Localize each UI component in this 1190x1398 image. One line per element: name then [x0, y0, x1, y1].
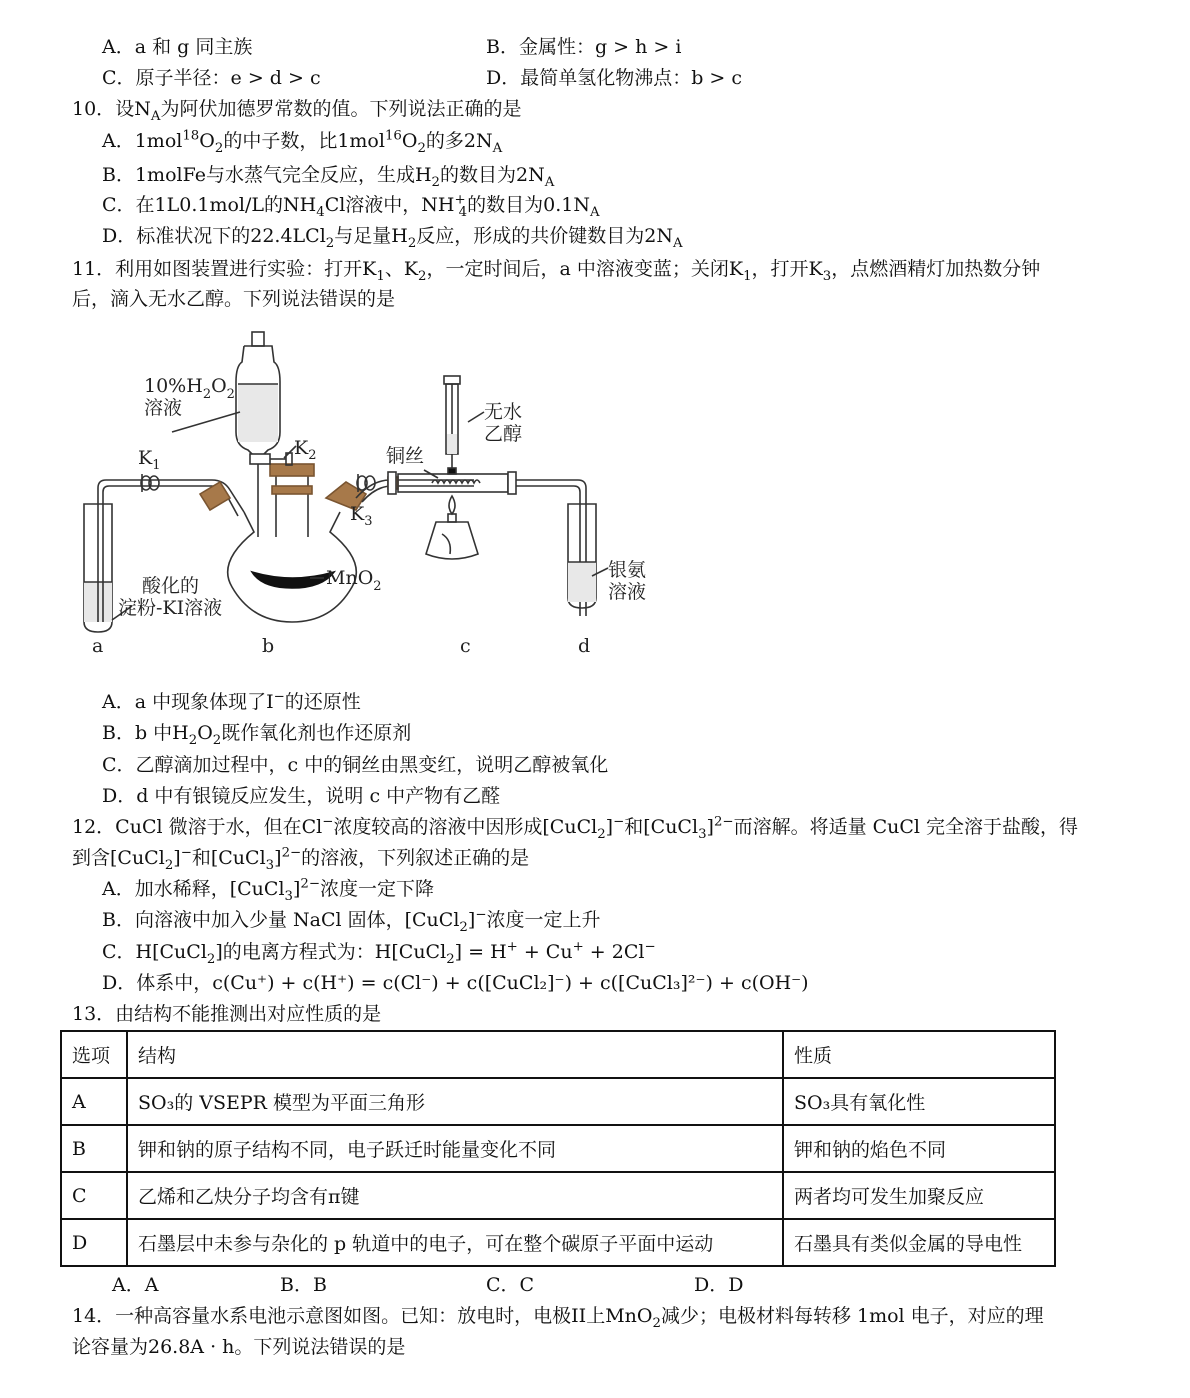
table-header-cell: 结构	[127, 1031, 783, 1078]
q11-option-c: C．乙醇滴加过程中，c 中的铜丝由黑变红，说明乙醇被氧化	[102, 754, 609, 776]
label-copper: 铜丝	[386, 445, 425, 467]
q11-option-d: D．d 中有银镜反应发生，说明 c 中产物有乙醛	[102, 785, 501, 807]
table-row	[61, 1219, 1055, 1266]
table-row	[61, 1078, 1055, 1125]
q9-option-b: B．金属性：g > h > i	[486, 36, 682, 58]
table-cell: 钾和钠的原子结构不同，电子跃迁时能量变化不同	[127, 1125, 783, 1172]
q11-option-a: A．a 中现象体现了I−的还原性	[102, 689, 361, 713]
table-cell: 两者均可发生加聚反应	[783, 1172, 1055, 1219]
table-cell: A	[61, 1078, 127, 1125]
label-h2o2: $10\%H_2O_2$	[144, 375, 235, 402]
q11-stem-line1: 11．利用如图装置进行实验：打开$K_1$、$K_2$，一定时间后，a 中溶液变蓝；关闭$K_1$，打开$K_3$，点燃酒精灯加热数分钟	[72, 258, 1041, 284]
syringe	[444, 376, 460, 474]
q13-option-c: C．C	[486, 1274, 535, 1296]
q12-option-c: C．H[CuCl$_2$]的电离方程式为：H[CuCl$_2$] = H+ + Cu+ + 2Cl−	[102, 939, 656, 967]
label-d: d	[578, 635, 591, 657]
q12-option-a: A．加水稀释，[CuCl$_3$]$^{2-}$浓度一定下降	[102, 876, 435, 904]
label-k3: $K_3$	[350, 503, 373, 529]
label-ki-1: 酸化的	[142, 575, 200, 597]
table-cell: C	[61, 1172, 127, 1219]
alcohol-lamp	[426, 496, 478, 559]
table-header-cell: 性质	[783, 1031, 1055, 1078]
q9-option-a: A．a 和 g 同主族	[102, 36, 253, 58]
q10-option-b: B．1molFe与水蒸气完全反应，生成$H_2$的数目为$2N_A$	[102, 164, 555, 190]
q10-option-a: A．$1mol^{18}O_2$的中子数，比$1mol^{16}O_2$的多$2N_A$	[102, 128, 503, 156]
label-k2: $K_2$	[294, 437, 317, 463]
tube-c	[398, 474, 508, 492]
q11-option-b: B．b 中$H_2O_2$既作氧化剂也作还原剂	[102, 722, 412, 748]
q10-option-d: D．标准状况下的22.4LCl$_2$与足量$H_2$反应，形成的共价键数目为$2N_A$	[102, 225, 683, 251]
label-c: c	[460, 635, 471, 657]
table-cell: SO₃具有氧化性	[783, 1078, 1055, 1125]
q11-stem-line2: 后，滴入无水乙醇。下列说法错误的是	[72, 288, 396, 310]
table-cell: B	[61, 1125, 127, 1172]
table-row	[61, 1125, 1055, 1172]
structure-property-table	[60, 1030, 1056, 1267]
label-k1: $K_1$	[138, 447, 161, 473]
q14-stem-line2: 论容量为26.8A · h。下列说法错误的是	[72, 1336, 406, 1358]
q14-stem-line1: 14．一种高容量水系电池示意图如图。已知：放电时，电极II上MnO$_2$减少；电极材料每转移 1mol 电子，对应的理	[72, 1305, 1044, 1331]
q12-stem-line2: 到含[CuCl$_2$]−和[CuCl$_3$]$^{2-}$的溶液，下列叙述正确的是	[72, 845, 530, 873]
label-b: b	[262, 635, 275, 657]
table-cell: D	[61, 1219, 127, 1266]
label-mno2: MnO$_2$	[326, 567, 382, 594]
apparatus-diagram	[72, 322, 712, 662]
q13-option-b: B．B	[280, 1274, 327, 1296]
table-cell: 乙烯和乙炔分子均含有π键	[127, 1172, 783, 1219]
dropping-funnel	[236, 332, 292, 537]
q10-option-c: C．在1L0.1mol/L的$NH_4Cl$溶液中，$NH^+_4$的数目为$0.1N_A$	[102, 192, 600, 220]
mno2-solid	[252, 572, 334, 588]
k1-clip	[141, 474, 159, 492]
label-ki-2: 淀粉-KI溶液	[118, 597, 223, 619]
label-h2o2-solution: 溶液	[144, 397, 183, 419]
table-cell: SO₃的 VSEPR 模型为平面三角形	[127, 1078, 783, 1125]
q13-option-a: A．A	[112, 1274, 159, 1296]
table-cell: 钾和钠的焰色不同	[783, 1125, 1055, 1172]
table-cell: 石墨具有类似金属的导电性	[783, 1219, 1055, 1266]
label-silver-2: 溶液	[608, 581, 647, 603]
q13-option-d: D．D	[694, 1274, 744, 1296]
q9-option-d: D．最简单氢化物沸点：b > c	[486, 67, 743, 89]
q13-stem: 13．由结构不能推测出对应性质的是	[72, 1003, 382, 1025]
table-header-row	[61, 1031, 1055, 1078]
table-cell: 石墨层中未参与杂化的 p 轨道中的电子，可在整个碳原子平面中运动	[127, 1219, 783, 1266]
q12-option-d: D．体系中，c(Cu⁺) + c(H⁺) = c(Cl⁻) + c([CuCl₂]⁻) + c([CuCl₃]²⁻) + c(OH⁻)	[102, 972, 809, 994]
label-a: a	[92, 635, 104, 657]
label-silver-1: 银氨	[608, 559, 647, 581]
table-header-cell: 选项	[61, 1031, 127, 1078]
q9-option-c: C．原子半径：e > d > c	[102, 67, 321, 89]
label-ethanol-1: 无水	[484, 401, 523, 423]
q10-stem: 10．设$N_A$为阿伏加德罗常数的值。下列说法正确的是	[72, 98, 522, 124]
table-row	[61, 1172, 1055, 1219]
q12-stem-line1: 12．CuCl 微溶于水，但在Cl−浓度较高的溶液中因形成[CuCl$_2$]−和[CuCl$_3$]$^{2-}$而溶解。将适量 CuCl 完全溶于盐酸，得	[72, 814, 1079, 842]
label-ethanol-2: 乙醇	[484, 423, 523, 445]
q12-option-b: B．向溶液中加入少量 NaCl 固体，[CuCl$_2$]−浓度一定上升	[102, 907, 601, 935]
